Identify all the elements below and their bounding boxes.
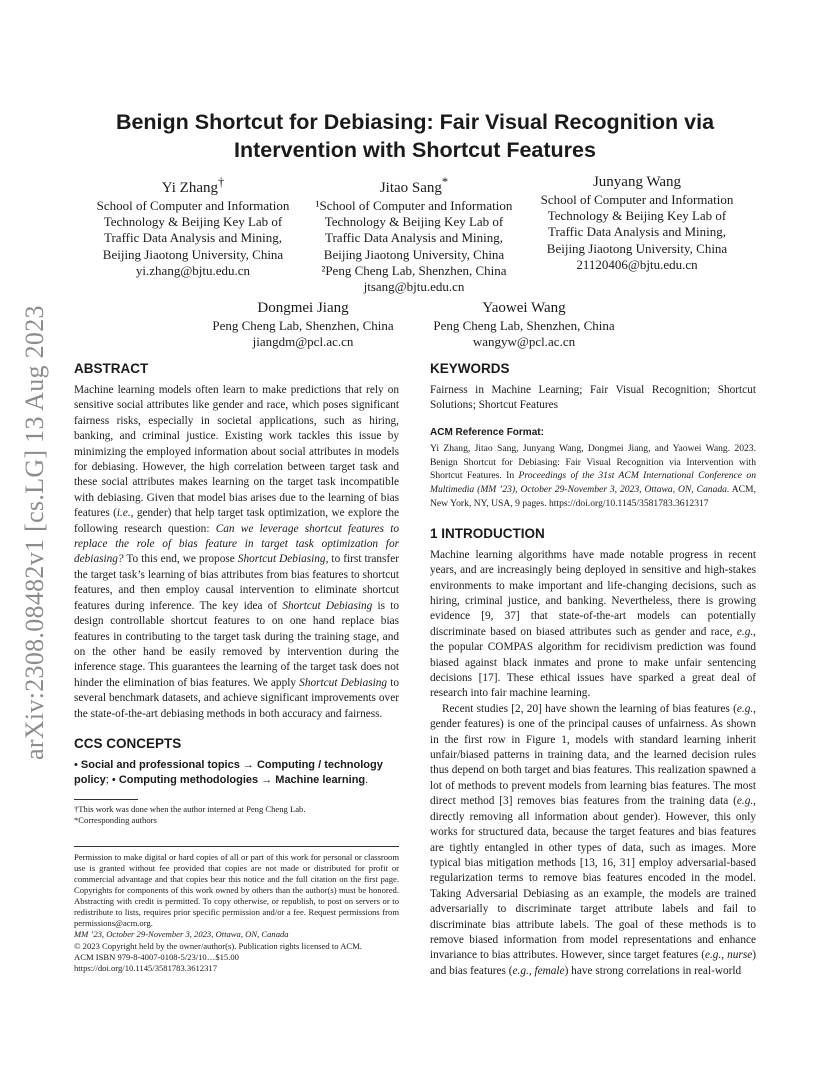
ccs-heading: CCS CONCEPTS xyxy=(74,735,182,751)
author-affiliation: Traffic Data Analysis and Mining, xyxy=(103,230,282,246)
abstract-heading: ABSTRACT xyxy=(74,361,149,376)
author-affiliation: ²Peng Cheng Lab, Shenzhen, China xyxy=(321,262,507,278)
left-column xyxy=(74,360,399,974)
keywords-heading: KEYWORDS xyxy=(430,361,510,376)
author-affiliation: ¹School of Computer and Information xyxy=(315,198,513,213)
author-affiliation: Traffic Data Analysis and Mining, xyxy=(324,230,503,246)
author-block xyxy=(304,172,524,295)
isbn-line: ACM ISBN 979-8-4007-0108-5/23/10…$15.00 xyxy=(74,951,239,962)
ccs-concepts: • Social and professional topics → Computing / technology policy; • Computing methodologies → Machine learning. xyxy=(74,758,383,787)
intro-paragraph: Machine learning algorithms have made notable progress in recent years, and are increasingly being deployed in sensitive and high-stakes environments to make important and life-changing decisions, such as hiring, criminal justice, and banking. Nevertheless, there is growing evidence [9, 37] that state-of-the-art models can potentially discriminate based on biased attributes such as gender and race, e.g., the popular COMPAS algorithm for recidivism prediction was found biased against black inmates and prone to make unfair sentencing decisions [17]. These ethical issues have sparked a great deal of research into fair machine learning. xyxy=(430,548,756,700)
author-block xyxy=(524,172,750,273)
venue-line: MM ’23, October 29-November 3, 2023, Ottawa, ON, Canada xyxy=(74,929,289,940)
author-name: Dongmei Jiang xyxy=(257,300,349,316)
author-affiliation: Peng Cheng Lab, Shenzhen, China xyxy=(212,318,394,333)
author-name: Junyang Wang xyxy=(592,174,682,190)
acm-reference-heading: ACM Reference Format: xyxy=(430,426,544,438)
footnote: *Corresponding authors xyxy=(74,814,157,825)
doi-line: https://doi.org/10.1145/3581783.3612317 xyxy=(74,962,217,973)
introduction-heading: 1 INTRODUCTION xyxy=(430,525,545,541)
author-name: Yi Zhang† xyxy=(161,175,225,196)
author-affiliation: Beijing Jiaotong University, China xyxy=(323,246,505,262)
author-affiliation: Peng Cheng Lab, Shenzhen, China xyxy=(433,318,615,333)
footnote: †This work was done when the author interned at Peng Cheng Lab. xyxy=(74,803,306,814)
author-email: yi.zhang@bjtu.edu.cn xyxy=(135,262,251,278)
copyright-line: © 2023 Copyright held by the owner/author(s). Publication rights licensed to ACM. xyxy=(74,940,362,951)
intro-paragraph: Recent studies [2, 20] have shown the learning of bias features (e.g., gender features) is one of the principal causes of unfairness. As shown in the first row in Figure 1, models with standard learning inherit unfair/biased patterns in training data, and the learned decision rules thus depend on both target and bias features. This realization spawned a lot of methods to prevent models from learning bias features. The most direct method [3] removes bias features from the training data (e.g., directly removing all information about gender). However, this only works for structured data, because the target features and bias features are tightly entangled in other types of data, such as images. More typical bias mitigation methods [13, 16, 31] employ adversarial-based regularization terms to remove bias features encoded in the model. Taking Adversarial Debiasing as an example, the models are trained adversarially to discriminate target attribute labels and fail to discriminate bias attribute labels. The goal of these methods is to remove biased information from model representations and enhance invariance to bias attributes. However, since target features (e.g., nurse) and bias features (e.g., female) have strong correlations in real-world xyxy=(430,702,756,977)
author-affiliation: Beijing Jiaotong University, China xyxy=(546,240,728,256)
author-affiliation: Traffic Data Analysis and Mining, xyxy=(547,224,726,240)
author-email: wangyw@pcl.ac.cn xyxy=(472,334,576,350)
acm-reference-text: Yi Zhang, Jitao Sang, Junyang Wang, Dongmei Jiang, and Yaowei Wang. 2023. Benign Shortcut for Debiasing: Fair Visual Recognition via Intervention with Shortcut Features. In Proceedings of the 31st ACM International Conference on Multimedia (MM ’23), October 29-November 3, 2023, Ottawa, ON, Canada. ACM, New York, NY, USA, 9 pages. https://doi.org/10.1145/3581783.3612317 xyxy=(430,442,756,509)
footnote-divider xyxy=(74,799,138,800)
permission-divider xyxy=(74,846,399,847)
author-email: jiangdm@pcl.ac.cn xyxy=(252,334,354,350)
author-email: jtsang@bjtu.edu.cn xyxy=(363,279,465,295)
author-affiliation: Technology & Beijing Key Lab of xyxy=(103,214,283,230)
abstract-text: Machine learning models often learn to make predictions that rely on sensitive social attributes like gender and race, which poses significant fairness risks, especially in societal applications, such as hiring, banking, and criminal justice. Existing work tackles this issue by minimizing the employed information about social attributes in models for debiasing. However, the high correlation between target task and these social attributes makes learning on the target task incompatible with debiasing. Given that model bias arises due to the learning of bias features (i.e., gender) that help target task optimization, we explore the following research question: Can we leverage shortcut features to replace the role of bias feature in target task optimization for debiasing? To this end, we propose Shortcut Debiasing, to first transfer the target task’s learning of bias attributes from bias features to shortcut features, and then employ causal intervention to eliminate shortcut features during inference. The key idea of Shortcut Debiasing is to design controllable shortcut features to on one hand replace bias features in contributing to the target task during the training stage, and on the other hand be easily removed by intervention during the inference stage. This guarantees the learning of the target task does not hinder the elimination of bias features. We apply Shortcut Debiasing to several benchmark datasets, and achieve significant improvements over the state-of-the-art debiasing methods in both accuracy and fairness. xyxy=(74,384,400,720)
author-affiliation: Technology & Beijing Key Lab of xyxy=(324,214,504,230)
author-block xyxy=(196,298,410,350)
author-name: Jitao Sang* xyxy=(379,175,449,196)
author-name: Yaowei Wang xyxy=(482,300,566,316)
author-block xyxy=(424,298,624,350)
author-affiliation: School of Computer and Information xyxy=(540,192,734,207)
keywords-text: Fairness in Machine Learning; Fair Visual Recognition; Shortcut Solutions; Shortcut Features xyxy=(430,384,756,412)
paper-title: Benign Shortcut for Debiasing: Fair Visual Recognition via Intervention with Shortcut Features xyxy=(115,110,715,162)
author-email: 21120406@bjtu.edu.cn xyxy=(576,256,698,272)
author-block xyxy=(78,172,308,279)
author-affiliation: Technology & Beijing Key Lab of xyxy=(547,208,727,224)
right-column xyxy=(430,360,756,979)
permission-notice: Permission to make digital or hard copies of all or part of this work for personal or classroom use is granted without fee provided that copies are not made or distributed for profit or commercial advantage and that copies bear this notice and the full citation on the first page. Copyrights for components of this work owned by others than the author(s) must be honored. Abstracting with credit is permitted. To copy otherwise, or republish, to post on servers or to redistribute to lists, requires prior specific permission and/or a fee. Request permissions from permissions@acm.org. xyxy=(74,851,399,929)
author-affiliation: School of Computer and Information xyxy=(96,198,290,213)
author-affiliation: Beijing Jiaotong University, China xyxy=(102,246,284,262)
